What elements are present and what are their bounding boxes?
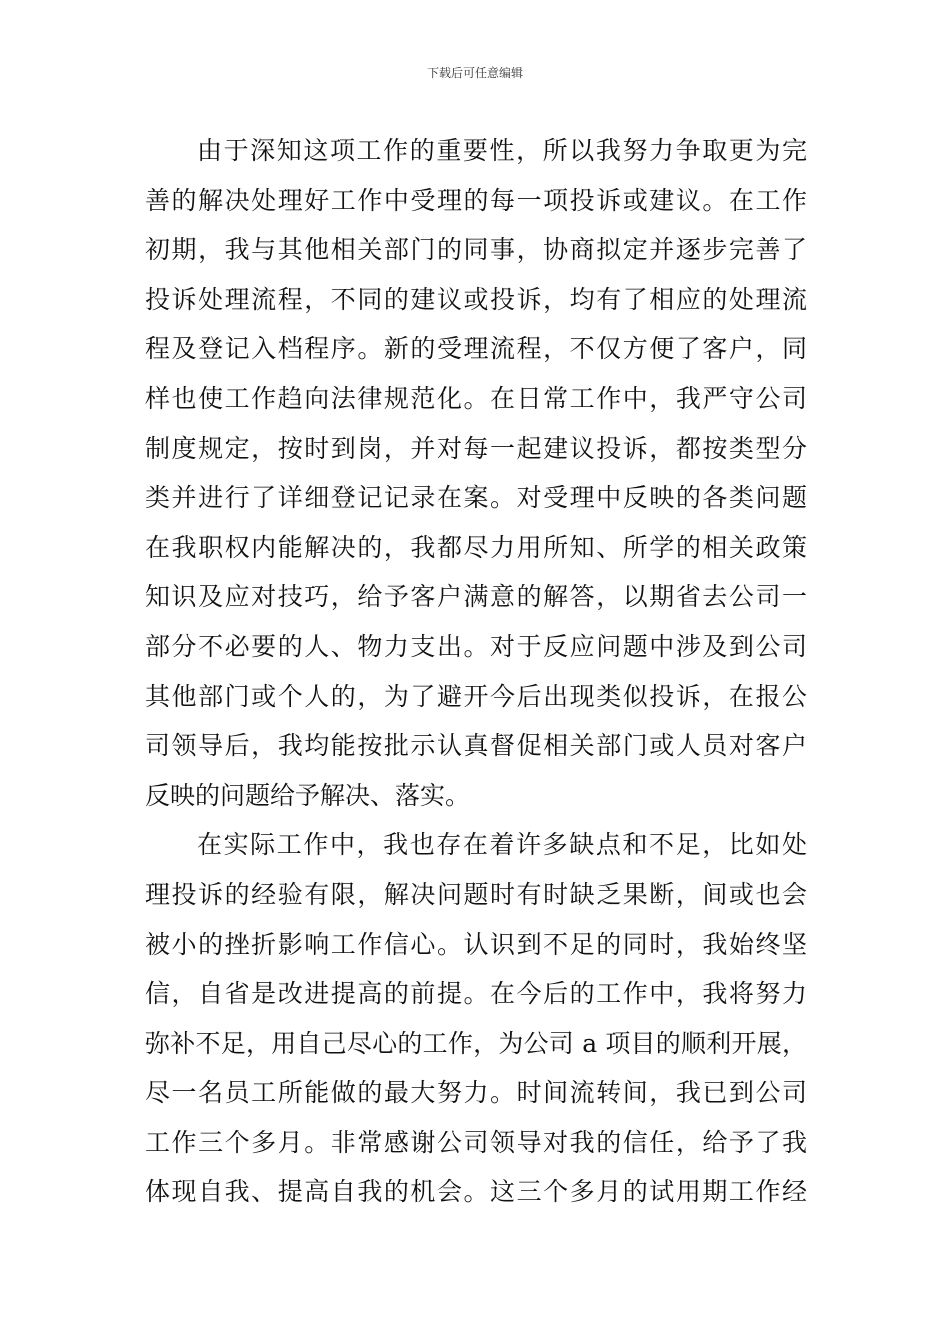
text-line: 弥补不足，用自己尽心的工作，为公司 a 项目的顺利开展， [145,1028,807,1058]
text-line: 部分不必要的人、物力支出。对于反应问题中涉及到公司 [145,631,807,661]
text-line: 知识及应对技巧，给予客户满意的解答，以期省去公司一 [145,582,807,612]
text-line: 程及登记入档程序。新的受理流程，不仅方便了客户，同 [145,334,807,364]
text-line: 善的解决处理好工作中受理的每一项投诉或建议。在工作 [145,185,807,215]
text-line: 由于深知这项工作的重要性，所以我努力争取更为完 [197,136,807,165]
text-line: 尽一名员工所能做的最大努力。时间流转间，我已到公司 [145,1078,807,1108]
text-line: 工作三个多月。非常感谢公司领导对我的信任，给予了我 [145,1127,807,1157]
text-line: 类并进行了详细登记记录在案。对受理中反映的各类问题 [145,483,807,513]
text-line: 在实际工作中，我也存在着许多缺点和不足，比如处 [197,830,807,860]
text-line: 初期，我与其他相关部门的同事，协商拟定并逐步完善了 [145,235,807,265]
paragraph-1 [145,126,807,820]
text-line: 理投诉的经验有限，解决问题时有时缺乏果断，间或也会 [145,879,807,909]
text-line: 其他部门或个人的，为了避开今后出现类似投诉，在报公 [145,681,807,711]
text-line: 被小的挫折影响工作信心。认识到不足的同时，我始终坚 [145,929,807,959]
page-header: 下载后可任意编辑 [426,66,523,80]
text-line: 在我职权内能解决的，我都尽力用所知、所学的相关政策 [145,532,807,562]
text-line: 司领导后，我均能按批示认真督促相关部门或人员对客户 [145,731,807,761]
paragraph-2 [145,820,807,1217]
text-line: 体现自我、提高自我的机会。这三个多月的试用期工作经 [145,1177,807,1207]
document-body [145,126,807,1217]
text-line: 反映的问题给予解决、落实。 [145,780,471,810]
text-line: 信，自省是改进提高的前提。在今后的工作中，我将努力 [145,979,807,1009]
text-line: 投诉处理流程，不同的建议或投诉，均有了相应的处理流 [145,284,807,314]
text-line: 样也使工作趋向法律规范化。在日常工作中，我严守公司 [145,383,807,413]
text-line: 制度规定，按时到岗，并对每一起建议投诉，都按类型分 [145,433,807,463]
